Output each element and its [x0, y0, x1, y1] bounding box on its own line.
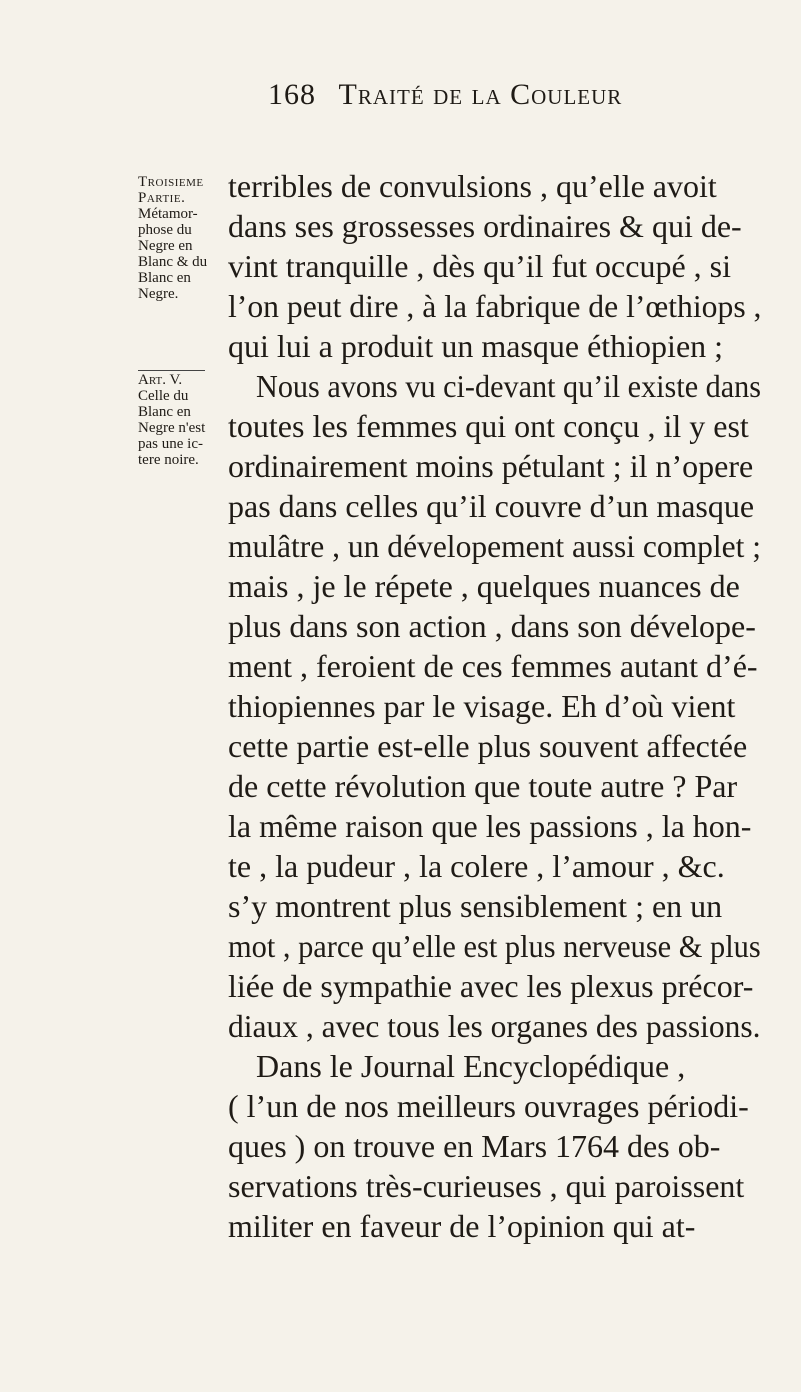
text-line: s’y montrent plus sensiblement ; en un: [228, 888, 723, 924]
text-line: mais , je le répete , quelques nuances de: [228, 568, 740, 604]
text-line: diaux , avec tous les organes des passions.: [228, 1008, 761, 1044]
text-line: mot , parce qu’elle est plus nerveuse & plus: [228, 928, 761, 964]
text-line: militer en faveur de l’opinion qui at-: [228, 1208, 696, 1244]
text-line: la même raison que les passions , la hon-: [228, 808, 752, 844]
text-line: Dans le Journal Encyclopédique ,: [256, 1048, 686, 1084]
text-line: Nous avons vu ci-devant qu’il existe dans: [256, 368, 762, 404]
page-number: 168: [268, 78, 316, 111]
margin-note-line: tere noire.: [138, 452, 199, 468]
margin-note-line: Blanc en: [138, 270, 191, 286]
text-line: dans ses grossesses ordinaires & qui de-: [228, 208, 742, 244]
margin-note-line: phose du: [138, 222, 192, 238]
running-title: Traité de la Couleur: [338, 78, 623, 111]
text-line: ques ) on trouve en Mars 1764 des ob-: [228, 1128, 721, 1164]
margin-note-line: pas une ic-: [138, 436, 203, 452]
text-line: toutes les femmes qui ont conçu , il y est: [228, 408, 749, 444]
text-line: vint tranquille , dès qu’il fut occupé , si: [228, 248, 731, 284]
text-line: liée de sympathie avec les plexus précor-: [228, 968, 754, 1004]
text-line: de cette révolution que toute autre ? Par: [228, 768, 738, 804]
text-line: te , la pudeur , la colere , l’amour , &c.: [228, 848, 725, 884]
margin-note-line: Negre en: [138, 238, 193, 254]
text-line: terribles de convulsions , qu’elle avoit: [228, 168, 717, 204]
margin-note-line: Negre n'est: [138, 420, 206, 436]
margin-note-line: Negre.: [138, 286, 179, 302]
text-line: qui lui a produit un masque éthiopien ;: [228, 328, 724, 364]
margin-note-line: Partie.: [138, 190, 186, 206]
margin-note-line: Blanc en: [138, 404, 191, 420]
margin-note-line: Troisieme: [138, 174, 204, 190]
text-line: thiopiennes par le visage. Eh d’où vient: [228, 688, 736, 724]
text-line: servations très-curieuses , qui paroissent: [228, 1168, 745, 1204]
text-line: l’on peut dire , à la fabrique de l’œthiops ,: [228, 288, 762, 324]
text-line: mulâtre , un dévelopement aussi complet ;: [228, 528, 762, 564]
margin-note-line: Métamor-: [138, 206, 198, 222]
text-line: cette partie est-elle plus souvent affectée: [228, 728, 748, 764]
margin-note-line: Blanc & du: [138, 254, 208, 270]
text-line: ( l’un de nos meilleurs ouvrages périodi-: [228, 1088, 749, 1124]
text-line: ment , feroient de ces femmes autant d’é-: [228, 648, 758, 684]
margin-note-line: Art. V.: [138, 370, 205, 389]
text-line: plus dans son action , dans son dévelope-: [228, 608, 756, 644]
margin-note-line: Celle du: [138, 388, 189, 404]
text-line: ordinairement moins pétulant ; il n’opere: [228, 448, 754, 484]
text-line: pas dans celles qu’il couvre d’un masque: [228, 488, 755, 524]
